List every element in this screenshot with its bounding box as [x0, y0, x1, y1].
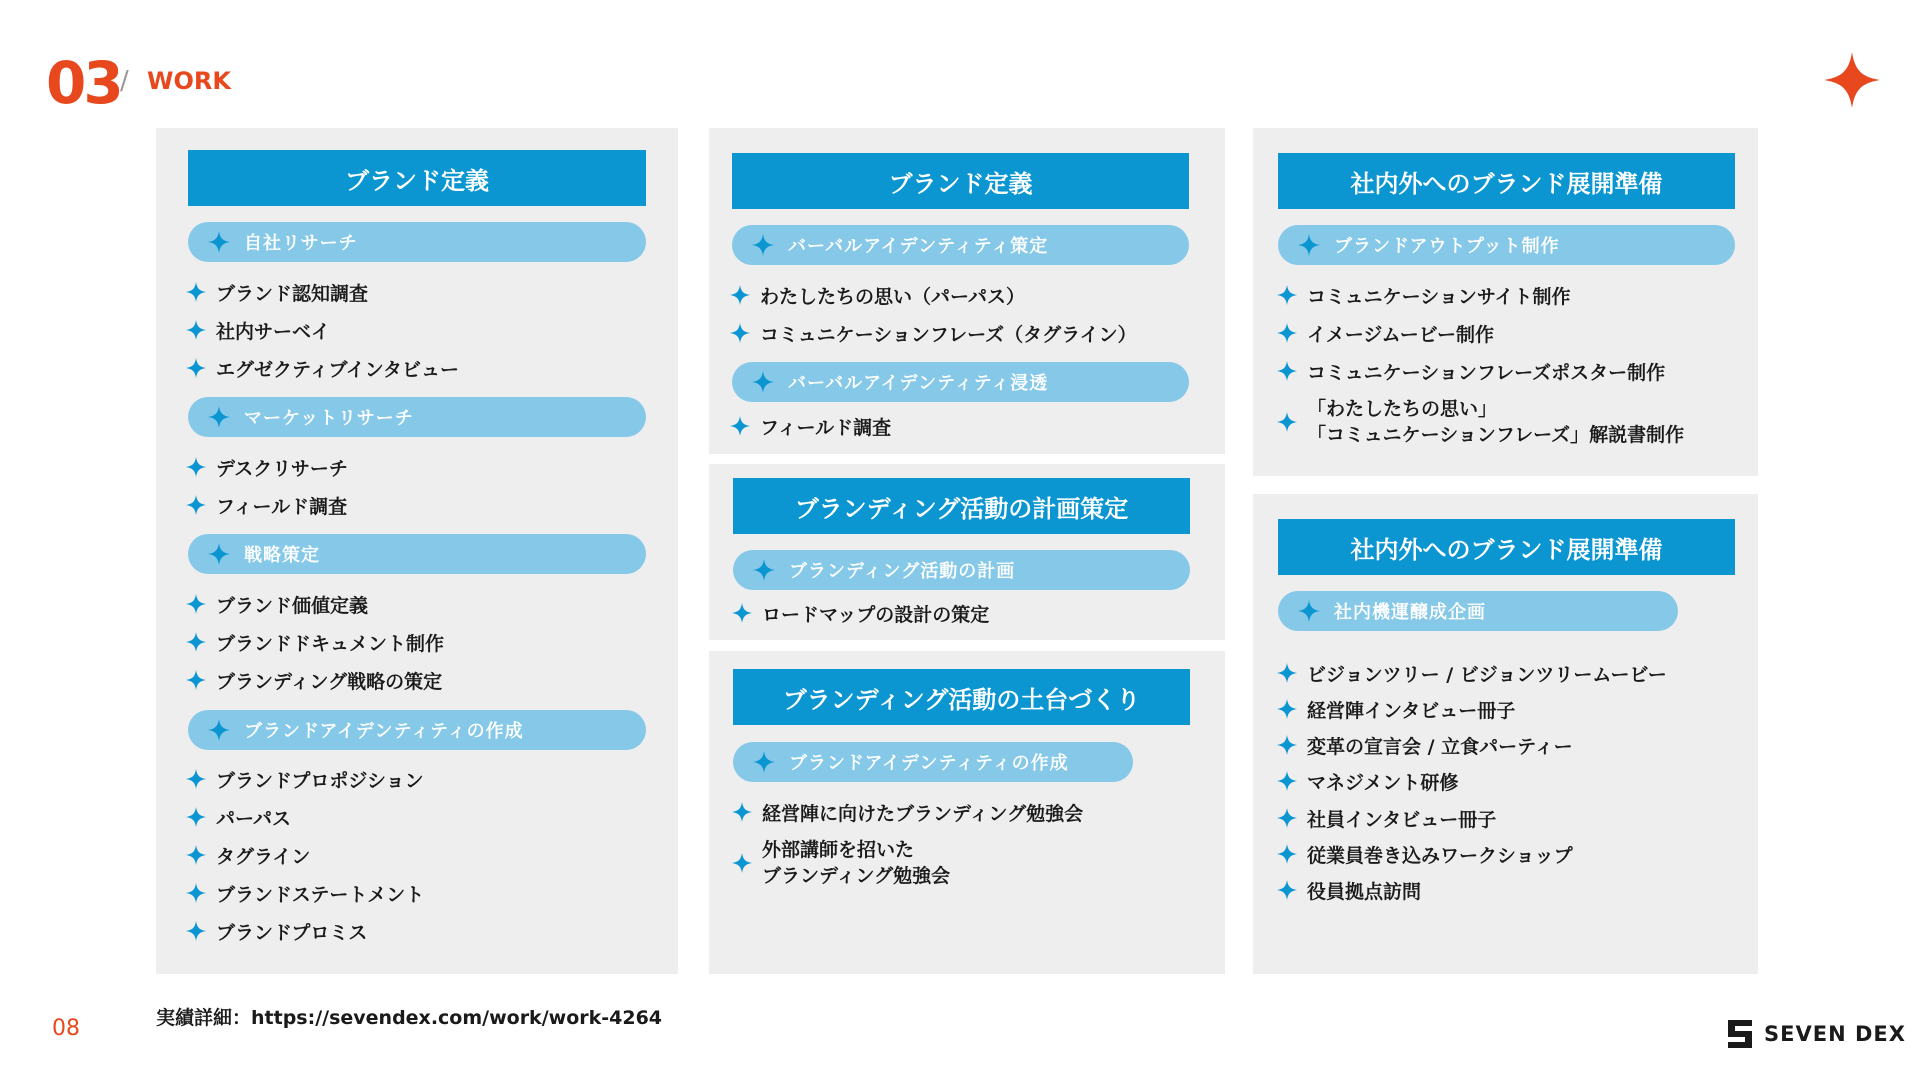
- panel-title: ブランド定義: [188, 150, 646, 206]
- list-item: [186, 590, 368, 618]
- item-label-line: 外部講師を招いた: [762, 839, 915, 861]
- category-pill: [188, 222, 646, 262]
- list-item: [1277, 876, 1421, 904]
- list-item: [186, 278, 368, 306]
- sparkle-icon: [208, 543, 230, 565]
- item-label: デスクリサーチ: [216, 457, 348, 480]
- category-pill: [188, 397, 646, 437]
- sparkle-icon: [732, 802, 752, 822]
- section-label: WORK: [147, 67, 231, 95]
- page-number: 08: [52, 1016, 80, 1041]
- item-label: ビジョンツリー / ビジョンツリームービー: [1307, 663, 1667, 686]
- panel-title: ブランディング活動の計画策定: [733, 478, 1190, 534]
- list-item: [730, 319, 1137, 347]
- sparkle-icon: [186, 921, 206, 941]
- category-pill: [733, 742, 1133, 782]
- sparkle-icon: [730, 285, 750, 305]
- sparkle-icon: [1277, 323, 1297, 343]
- sparkle-icon: [1298, 234, 1320, 256]
- work-detail-link[interactable]: 実績詳細：https://sevendex.com/work/work-4264: [156, 1007, 663, 1029]
- sparkle-icon: [186, 495, 206, 515]
- sparkle-icon: [186, 883, 206, 903]
- company-logo: [1728, 1020, 1906, 1048]
- list-item: [730, 412, 891, 440]
- logo-text: SEVEN DEX: [1764, 1022, 1906, 1046]
- item-label: ブランド認知調査: [216, 282, 369, 305]
- list-item: [1277, 281, 1571, 309]
- sevendex-logo-icon: [1728, 1020, 1752, 1048]
- category-pill: [732, 362, 1189, 402]
- sparkle-icon: [1277, 699, 1297, 719]
- sparkle-icon: [1277, 412, 1297, 432]
- sparkle-icon: [186, 807, 206, 827]
- sparkle-icon: [732, 603, 752, 623]
- item-label: 従業員巻き込みワークショップ: [1307, 844, 1573, 867]
- list-item: [186, 917, 367, 945]
- pill-label: マーケットリサーチ: [244, 408, 414, 429]
- sparkle-icon: [208, 719, 230, 741]
- pill-label: ブランドアイデンティティの作成: [789, 753, 1069, 774]
- list-item: [186, 491, 347, 519]
- item-label: ブランド価値定義: [216, 594, 369, 617]
- section-divider: /: [120, 66, 129, 96]
- list-item: [186, 453, 348, 481]
- item-label: フィールド調査: [760, 416, 892, 439]
- sparkle-icon: [1824, 52, 1880, 108]
- sparkle-icon: [186, 769, 206, 789]
- item-label-line: 「コミュニケーションフレーズ」解説書制作: [1307, 424, 1685, 446]
- item-label: 役員拠点訪問: [1307, 880, 1422, 903]
- list-item: [1277, 395, 1684, 449]
- item-label: [762, 837, 950, 889]
- item-label: 社員インタビュー冊子: [1307, 808, 1497, 831]
- pill-label: バーバルアイデンティティ策定: [788, 236, 1049, 257]
- list-item: [186, 316, 330, 344]
- category-pill: [188, 710, 646, 750]
- item-label: マネジメント研修: [1307, 771, 1459, 794]
- item-label: コミュニケーションフレーズポスター制作: [1307, 361, 1666, 384]
- item-label: ロードマップの設計の策定: [762, 603, 990, 626]
- item-label: わたしたちの思い（パーパス）: [760, 285, 1026, 308]
- pill-label: バーバルアイデンティティ浸透: [788, 373, 1049, 394]
- sparkle-icon: [186, 320, 206, 340]
- list-item: [186, 354, 459, 382]
- item-label: パーパス: [216, 807, 292, 830]
- item-label: 経営陣に向けたブランディング勉強会: [762, 802, 1084, 825]
- item-label: イメージムービー制作: [1307, 323, 1494, 346]
- section-number: 03: [46, 49, 121, 117]
- list-item: [1277, 357, 1665, 385]
- item-label: ブランドプロミス: [216, 921, 368, 944]
- item-label: ブランドプロポジション: [216, 769, 424, 792]
- list-item: [186, 803, 291, 831]
- list-item: [186, 879, 424, 907]
- sparkle-icon: [186, 670, 206, 690]
- sparkle-icon: [1298, 600, 1320, 622]
- sparkle-icon: [730, 416, 750, 436]
- sparkle-icon: [1277, 808, 1297, 828]
- item-label: エグゼクティブインタビュー: [216, 358, 460, 381]
- list-item: [1277, 804, 1496, 832]
- pill-label: 戦略策定: [244, 545, 320, 566]
- sparkle-icon: [1277, 285, 1297, 305]
- list-item: [1277, 840, 1573, 868]
- sparkle-icon: [730, 323, 750, 343]
- panel-title: 社内外へのブランド展開準備: [1278, 519, 1735, 575]
- item-label: 社内サーベイ: [216, 320, 331, 343]
- list-item: [732, 599, 989, 627]
- sparkle-icon: [1277, 880, 1297, 900]
- pill-label: ブランドアウトプット制作: [1334, 236, 1560, 257]
- list-item: [1277, 767, 1458, 795]
- category-pill: [1278, 225, 1735, 265]
- sparkle-icon: [1277, 844, 1297, 864]
- list-item: [186, 666, 442, 694]
- list-item: [186, 841, 310, 869]
- panel-title: ブランド定義: [732, 153, 1189, 209]
- sparkle-icon: [208, 406, 230, 428]
- pill-label: 社内機運醸成企画: [1334, 602, 1486, 623]
- sparkle-icon: [1277, 735, 1297, 755]
- list-item: [1277, 319, 1494, 347]
- list-item: [186, 628, 444, 656]
- sparkle-icon: [753, 559, 775, 581]
- pill-label: 自社リサーチ: [244, 233, 358, 254]
- item-label: コミュニケーションサイト制作: [1307, 285, 1571, 308]
- sparkle-icon: [186, 457, 206, 477]
- item-label: ブランドドキュメント制作: [216, 632, 445, 655]
- sparkle-icon: [186, 282, 206, 302]
- category-pill: [733, 550, 1190, 590]
- sparkle-icon: [1277, 361, 1297, 381]
- item-label: 経営陣インタビュー冊子: [1307, 699, 1516, 722]
- item-label: タグライン: [216, 845, 311, 868]
- item-label: [1307, 396, 1684, 448]
- item-label: コミュニケーションフレーズ（タグライン）: [760, 323, 1137, 346]
- pill-label: ブランディング活動の計画: [789, 561, 1016, 582]
- item-label: ブランディング戦略の策定: [216, 670, 443, 693]
- pill-label: ブランドアイデンティティの作成: [244, 721, 524, 742]
- item-label: フィールド調査: [216, 495, 348, 518]
- sparkle-icon: [1277, 663, 1297, 683]
- category-pill: [188, 534, 646, 574]
- panel-title: ブランディング活動の土台づくり: [733, 669, 1190, 725]
- list-item: [730, 281, 1025, 309]
- sparkle-icon: [752, 371, 774, 393]
- list-item: [186, 765, 424, 793]
- item-label-line: ブランディング勉強会: [762, 865, 951, 887]
- category-pill: [1278, 591, 1678, 631]
- sparkle-icon: [186, 632, 206, 652]
- list-item: [732, 836, 950, 890]
- item-label: 変革の宣言会 / 立食パーティー: [1307, 735, 1573, 758]
- sparkle-icon: [753, 751, 775, 773]
- sparkle-icon: [1277, 771, 1297, 791]
- sparkle-icon: [186, 358, 206, 378]
- list-item: [1277, 659, 1667, 687]
- list-item: [1277, 695, 1515, 723]
- sparkle-icon: [732, 853, 752, 873]
- panel-title: 社内外へのブランド展開準備: [1278, 153, 1735, 209]
- sparkle-icon: [752, 234, 774, 256]
- item-label-line: 「わたしたちの思い」: [1307, 398, 1498, 420]
- category-pill: [732, 225, 1189, 265]
- sparkle-icon: [186, 594, 206, 614]
- list-item: [732, 798, 1083, 826]
- item-label: ブランドステートメント: [216, 883, 425, 906]
- list-item: [1277, 731, 1573, 759]
- sparkle-icon: [208, 231, 230, 253]
- sparkle-icon: [186, 845, 206, 865]
